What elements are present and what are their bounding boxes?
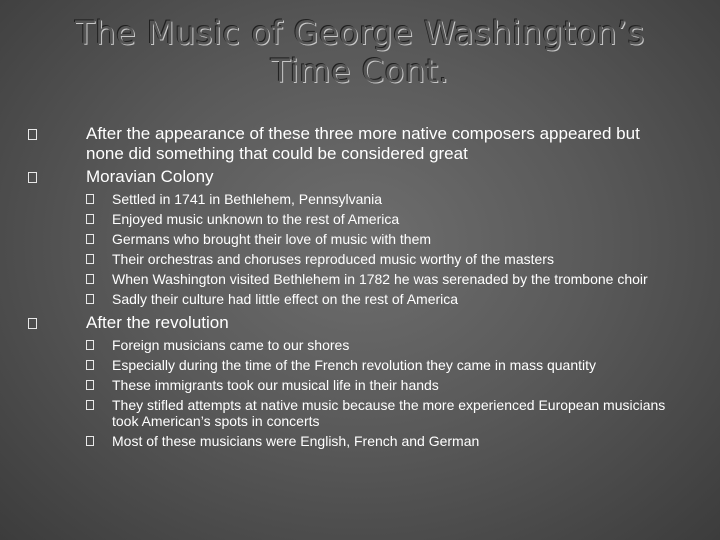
bullet-text: After the appearance of these three more native composers appeared but none did something that could be considered great [86, 124, 640, 163]
square-bullet-icon [28, 172, 37, 183]
slide-title-line-2: Time Cont. [270, 52, 450, 90]
sub-bullet-text: Foreign musicians came to our shores [112, 337, 350, 353]
slide-title-line-1: The Music of George Washington’s [75, 14, 645, 52]
sub-bullet-item [28, 433, 678, 449]
slide-title [0, 14, 720, 90]
square-bullet-icon [86, 360, 94, 370]
sub-bullet-text: Most of these musicians were English, French and German [112, 433, 480, 449]
sub-bullet-item [28, 251, 678, 267]
sub-bullet-text: Especially during the time of the French revolution they came in mass quantity [112, 357, 597, 373]
square-bullet-icon [86, 234, 94, 244]
sub-bullet-text: They stifled attempts at native music because the more experienced European musicians took American’s spots in concerts [112, 397, 666, 429]
sub-bullet-item [28, 271, 678, 287]
sub-bullet-text: Germans who brought their love of music with them [112, 231, 432, 247]
square-bullet-icon [28, 129, 37, 140]
bullet-text: Moravian Colony [86, 167, 214, 186]
sub-bullet-text: These immigrants took our musical life in their hands [112, 377, 439, 393]
square-bullet-icon [86, 380, 94, 390]
square-bullet-icon [86, 340, 94, 350]
square-bullet-icon [28, 318, 37, 329]
sub-bullet-item [28, 377, 678, 393]
square-bullet-icon [86, 436, 94, 446]
square-bullet-icon [86, 294, 94, 304]
slide-body [28, 124, 678, 455]
bullet-item [28, 167, 678, 187]
square-bullet-icon [86, 194, 94, 204]
square-bullet-icon [86, 400, 94, 410]
sub-bullet-text: Settled in 1741 in Bethlehem, Pennsylvania [112, 191, 383, 207]
sub-bullet-item [28, 211, 678, 227]
square-bullet-icon [86, 254, 94, 264]
sub-bullet-item [28, 357, 678, 373]
bullet-item [28, 313, 678, 333]
square-bullet-icon [86, 274, 94, 284]
sub-bullet-list [28, 337, 678, 449]
sub-bullet-text: Enjoyed music unknown to the rest of America [112, 211, 400, 227]
bullet-item [28, 124, 678, 164]
bullet-text: After the revolution [86, 313, 229, 332]
sub-bullet-item [28, 191, 678, 207]
sub-bullet-list [28, 191, 678, 307]
square-bullet-icon [86, 214, 94, 224]
sub-bullet-text: When Washington visited Bethlehem in 1782 he was serenaded by the trombone choir [112, 271, 648, 287]
sub-bullet-text: Their orchestras and choruses reproduced music worthy of the masters [112, 251, 554, 267]
sub-bullet-item [28, 291, 678, 307]
sub-bullet-text: Sadly their culture had little effect on the rest of America [112, 291, 459, 307]
sub-bullet-item [28, 231, 678, 247]
sub-bullet-item [28, 337, 678, 353]
sub-bullet-item [28, 397, 678, 429]
